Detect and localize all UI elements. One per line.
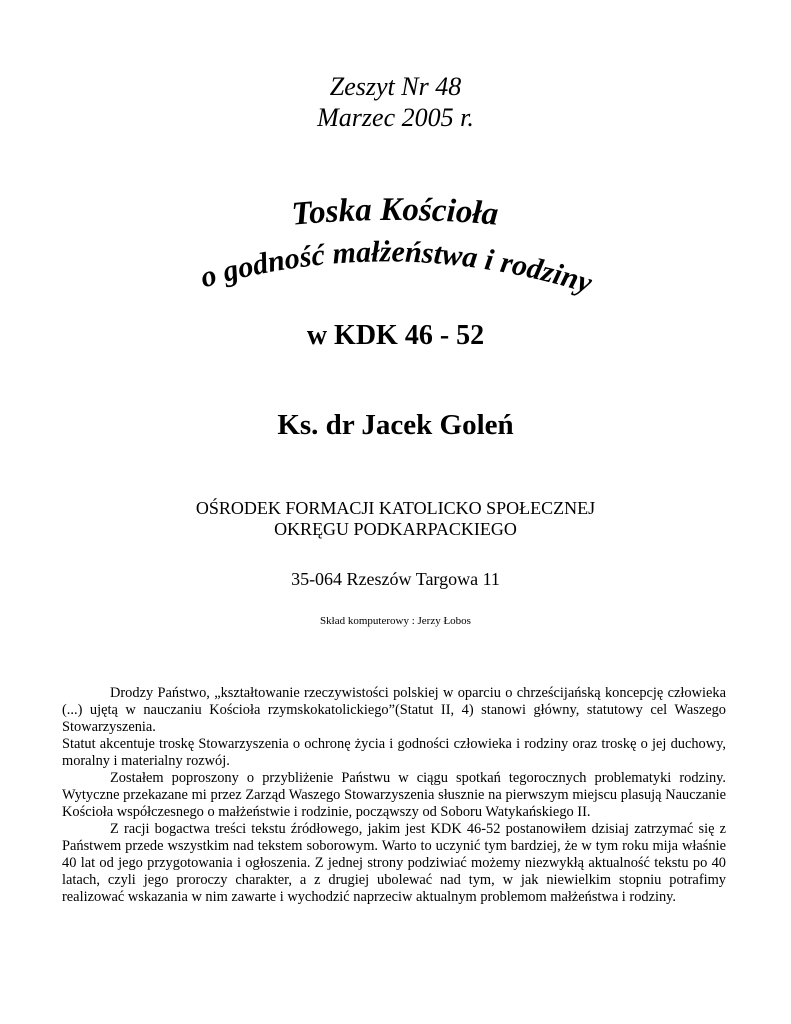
subtitle: w KDK 46 - 52: [306, 320, 485, 351]
typesetter-credit: Skład komputerowy : Jerzy Łobos: [320, 615, 471, 627]
address: 35-064 Rzeszów Targowa 11: [291, 569, 500, 589]
paragraph: Statut akcentuje troskę Stowarzyszenia o ochronę życia i godności człowieka i rodziny oraz troskę o jej duchowy, moralny i materialny rozwój.: [62, 736, 726, 769]
issue-number: Zeszyt Nr 48: [329, 72, 462, 101]
body-text: [62, 685, 726, 906]
paragraph: Z racji bogactwa treści tekstu źródłowego, jakim jest KDK 46-52 postanowiłem dzisiaj zatrzymać się z Państwem przede wszystkim nad tekstem soborowym. Warto to uczynić tym bardziej, że w tym roku mija właśnie 40 lat od jego przygotowania i ogłoszenia. Z jednej strony podziwiać możemy niezwykłą aktualność tekstu po 40 latach, czyli jego proroczy charakter, a z drugiej ubolewać nad tym, w jak niewielkim stopniu potrafimy realizować wskazania w nim zawarte i wychodzić naprzeciw aktualnym problemom małżeństwa i rodziny.: [62, 821, 726, 905]
author: Ks. dr Jacek Goleń: [277, 409, 514, 441]
title-line-1: Toska Kościoła: [290, 191, 500, 233]
arched-title: [175, 188, 615, 313]
paragraph: Zostałem poproszony o przybliżenie Państwu w ciągu spotkań tegorocznych problematyki rodziny. Wytyczne przekazane mi przez Zarząd Waszego Stowarzyszenia słusznie na pierwszym miejscu plasują Nauczanie Kościoła współczesnego o małżeństwie i rodzinie, począwszy od Soboru Watykańskiego II.: [62, 770, 726, 820]
title-line-2: o godność małżeństwa i rodziny: [196, 235, 596, 300]
paragraph: Drodzy Państwo, „kształtowanie rzeczywistości polskiej w oparciu o chrześcijańską koncepcję człowieka (...) ujętą w nauczaniu Kościoła rzymskokatolickiego”(Statut II, 4) stanowi główny, statutowy cel Waszego Stowarzyszenia.: [62, 685, 726, 735]
organization-line-1: OŚRODEK FORMACJI KATOLICKO SPOŁECZNEJ: [195, 498, 596, 518]
organization-line-2: OKRĘGU PODKARPACKIEGO: [274, 519, 517, 539]
issue-date: Marzec 2005 r.: [317, 103, 474, 132]
